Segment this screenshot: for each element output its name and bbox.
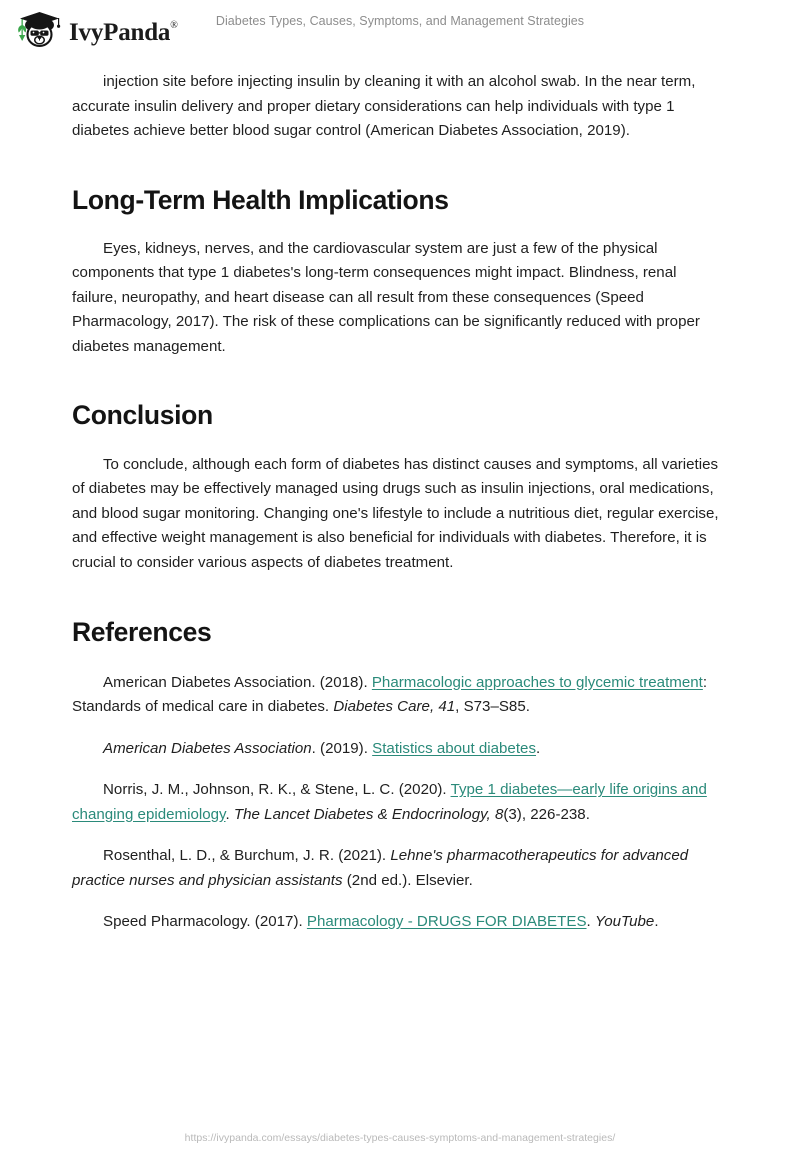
- reference-text: Rosenthal, L. D., & Burchum, J. R. (2021).: [103, 847, 391, 865]
- spacer: [72, 432, 722, 453]
- spacer: [72, 649, 722, 671]
- spacer: [72, 827, 722, 844]
- reference-text: .: [225, 805, 234, 823]
- document-title: Diabetes Types, Causes, Symptoms, and Management Strategies: [215, 14, 585, 28]
- reference-source-title: Lehne's pharmacotherapeutics for advanced practice nurses and physician assistants: [72, 847, 689, 889]
- reference-item: [72, 844, 722, 893]
- reference-link[interactable]: Pharmacology - DRUGS FOR DIABETES: [306, 913, 587, 931]
- reference-link[interactable]: Type 1 diabetes—early life origins and changing epidemiology: [72, 781, 707, 823]
- reference-item: [72, 778, 722, 827]
- spacer: [72, 216, 722, 237]
- reference-text: American Diabetes Association. (2018).: [103, 673, 372, 691]
- reference-item: [72, 671, 722, 720]
- spacer: [72, 144, 722, 185]
- paragraph-conclusion: To conclude, although each form of diabetes has distinct causes and symptoms, all varieties of diabetes may be effectively managed using drugs such as insulin injections, oral medications, and blood sugar monitoring. Changing one's lifestyle to include a nutritious diet, regular exercise, and effective weight management is also beneficial for individuals with diabetes. Therefore, it is crucial to consider various aspects of diabetes treatment.: [72, 455, 719, 571]
- reference-text: : Standards of medical care in diabetes.: [72, 673, 708, 716]
- reference-source-title: Diabetes Care, 41: [333, 698, 456, 716]
- reference-item: [72, 737, 722, 762]
- reference-link[interactable]: Statistics about diabetes: [372, 739, 537, 757]
- reference-text: (2nd ed.). Elsevier.: [342, 871, 473, 889]
- heading-references: References: [72, 617, 212, 648]
- brand-name-text: IvyPanda: [69, 18, 171, 46]
- spacer: [72, 720, 722, 737]
- reference-text: .: [536, 739, 541, 757]
- reference-source-title: The Lancet Diabetes & Endocrinology, 8: [233, 805, 504, 823]
- reference-text: Norris, J. M., Johnson, R. K., & Stene, L. C. (2020).: [103, 781, 451, 799]
- reference-link[interactable]: Pharmacologic approaches to glycemic treatment: [371, 673, 703, 691]
- reference-source-title: YouTube: [594, 913, 655, 931]
- registered-trademark-symbol: ®: [170, 20, 178, 32]
- paragraph-long-term-health-implications: Eyes, kidneys, nerves, and the cardiovascular system are just a few of the physical components that type 1 diabetes's long-term consequences might impact. Blindness, renal failure, neuropathy, and heart disease can all result from these consequences (Speed Pharmacology, 2017). The risk of these complications can be significantly reduced with proper diabetes management.: [72, 239, 700, 355]
- heading-conclusion: Conclusion: [72, 400, 213, 431]
- reference-text: . (2019).: [311, 739, 373, 757]
- reference-text: Speed Pharmacology. (2017).: [103, 913, 307, 931]
- intro-paragraph: injection site before injecting insulin by cleaning it with an alcohol swab. In the near term, accurate insulin delivery and proper dietary considerations can help individuals with type 1 diabetes achieve better blood sugar control (American Diabetes Association, 2019).: [72, 73, 696, 140]
- reference-text: .: [586, 913, 595, 931]
- spacer: [72, 359, 722, 400]
- spacer: [72, 575, 722, 617]
- reference-text: , S73–S85.: [455, 698, 530, 716]
- spacer: [72, 761, 722, 778]
- reference-text: .: [654, 913, 659, 931]
- document-body: [72, 70, 722, 935]
- footer-url[interactable]: https://ivypanda.com/essays/diabetes-types-causes-symptoms-and-management-strategies/: [184, 1132, 616, 1144]
- heading-long-term-health-implications: Long-Term Health Implications: [72, 184, 449, 215]
- reference-item: [72, 910, 722, 935]
- spacer: [72, 893, 722, 910]
- page-header: [0, 0, 800, 62]
- reference-source-title: American Diabetes Association: [103, 739, 312, 757]
- reference-text: (3), 226-238.: [503, 805, 590, 823]
